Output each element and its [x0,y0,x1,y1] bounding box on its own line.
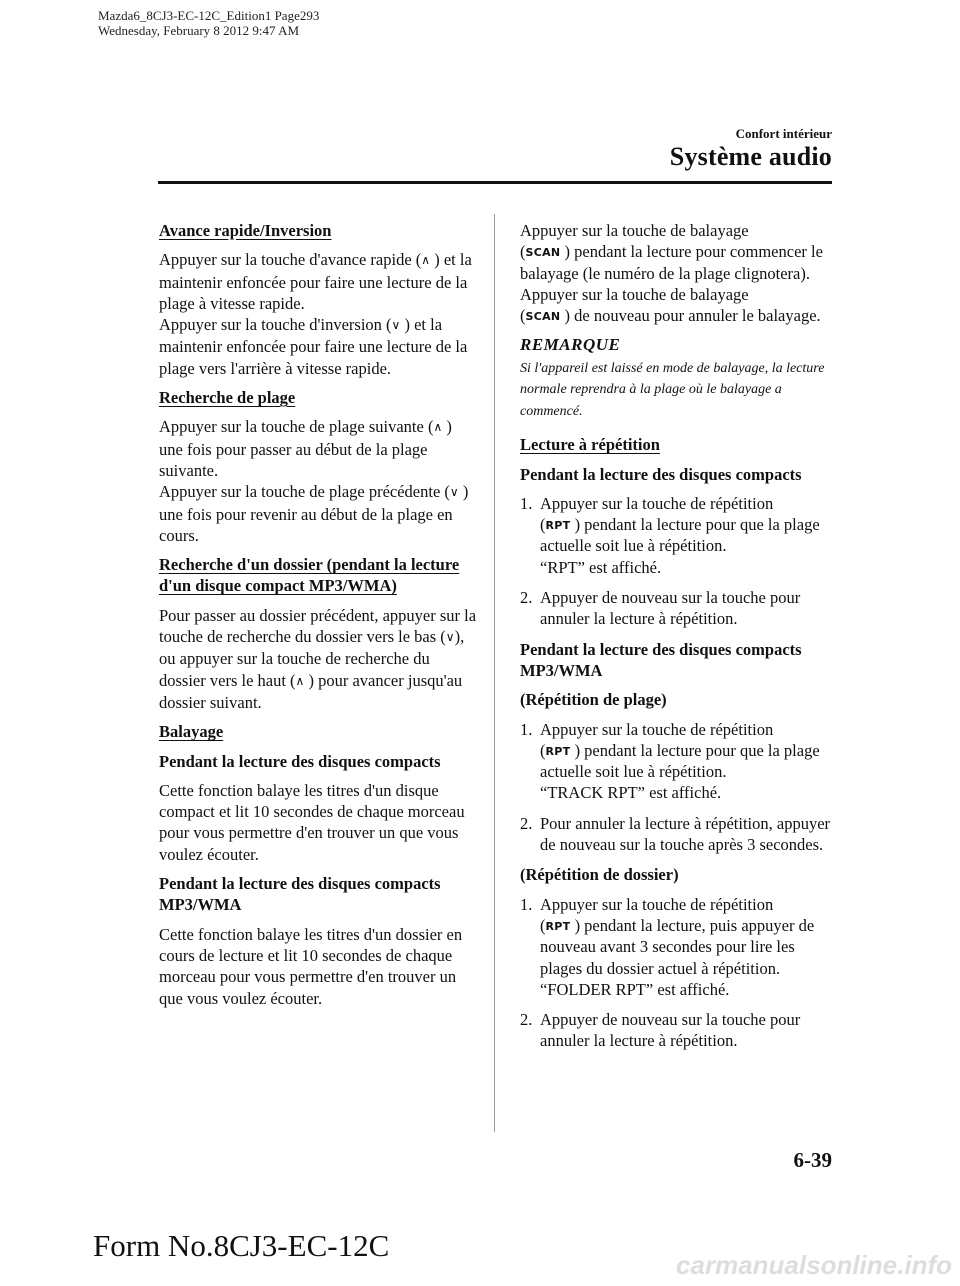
up-arrow-icon: ∧ [295,673,305,688]
text-segment: Appuyer sur la touche de balayage [520,284,749,304]
paragraph-scan-cd: Cette fonction balaye les titres d'un disque compact et lit 10 secondes de chaque morceau pour vous permettre d'en trouver un que vous voulez écouter. [159,780,465,864]
text-segment: Appuyer sur la touche de répétition [540,493,774,513]
paragraph-track-search: Appuyer sur la touche de plage suivante (∧ ) une fois pour passer au début de la plage suivante. Appuyer sur la touche de plage précédente (∨ ) une fois pour revenir au début de la plage en cours. [159,417,469,545]
down-arrow-icon: ∨ [449,485,459,500]
column-divider [494,214,495,1132]
text-segment: Appuyer sur la touche de répétition [540,894,774,914]
paragraph-fast-forward: Appuyer sur la touche d'avance rapide (∧ ) et la maintenir enfoncée pour faire une lecture de la plage à vitesse rapide. Appuyer sur la touche d'inversion (∨ ) et la maintenir enfoncée pour faire une lecture de la plage vers l'arrière à vitesse rapide. [159,250,472,378]
heading-folder-search: Recherche d'un dossier (pendant la lecture d'un disque compact MP3/WMA) [159,555,460,596]
text-segment: Appuyer sur la touche d'avance rapide [159,250,412,270]
text-segment: ) une fois pour revenir au début de la plage en cours. [159,482,469,545]
text-segment: ) pendant la lecture, puis appuyer de nouveau avant 3 secondes pour lire les plages du dossier actuel à répétition. [540,915,815,978]
watermark: carmanualsonline.info [676,1250,952,1280]
subheading-mp3-wma: Pendant la lecture des disques compacts MP3/WMA [159,874,441,915]
text-segment: ) une fois pour passer au début de la plage suivante. [159,417,452,480]
subheading-track-repeat: (Répétition de plage) [520,690,667,710]
section-label: Confort intérieur [735,126,832,141]
list-number: 1. [520,493,533,513]
list-item [520,1009,836,1052]
list-item: 1. Appuyer sur la touche de répétition (RPT ) pendant la lecture pour que la plage actuelle soit lue à répétition. “RPT” est affiché. [520,493,820,577]
list-number: 1. [520,719,533,739]
list-number: 2. [520,588,533,608]
list-number: 2. [520,1010,533,1030]
up-arrow-icon: ∧ [433,420,443,435]
list-item: 1. Appuyer sur la touche de répétition (RPT ) pendant la lecture pour que la plage actuelle soit lue à répétition. “TRACK RPT” est affiché. [520,719,820,803]
text-segment: ) et la maintenir enfoncée pour faire une lecture de la plage vers l'arrière à vitesse rapide. [159,315,468,378]
text-segment: “RPT” est affiché. [540,557,662,577]
page-title: Système audio [669,142,832,171]
right-column [520,220,836,1061]
rpt-key-icon: RPT [545,744,571,758]
print-file-line: Mazda6_8CJ3-EC-12C_Edition1 Page293 [98,8,320,23]
scan-key-icon: SCAN [525,246,561,260]
text-segment: ) pendant la lecture pour commencer le balayage (le numéro de la plage clignotera). [520,242,823,283]
text-segment: Appuyer sur la touche de répétition [540,719,774,739]
text-segment: Appuyer de nouveau sur la touche pour annuler la lecture à répétition. [540,1010,801,1051]
print-metadata [98,8,319,38]
rpt-key-icon: RPT [545,919,571,933]
heading-fast-forward: Avance rapide/Inversion [159,221,332,240]
subheading-cd: Pendant la lecture des disques compacts [520,464,802,484]
page-number: 6-39 [793,1148,832,1172]
rpt-key-icon: RPT [545,519,571,533]
text-segment: Appuyer sur la touche de balayage [520,221,749,240]
text-segment: Appuyer sur la touche de plage précédente ( [159,482,450,502]
list-item [520,587,836,630]
subheading-cd: Pendant la lecture des disques compacts [159,751,441,771]
text-segment: Appuyer de nouveau sur la touche pour annuler la lecture à répétition. [540,588,801,629]
header-rule [158,181,832,184]
paragraph-scan-usage: Appuyer sur la touche de balayage (SCAN ) pendant la lecture pour commencer le balayage (le numéro de la plage clignotera). Appuyer sur la touche de balayage (SCAN ) de nouveau pour annuler le balayage. [520,221,823,326]
note-text: Si l'appareil est laissé en mode de balayage, la lecture normale reprendra à la plage où le balayage a commencé. [520,360,825,419]
text-segment: ) et la maintenir enfoncée pour faire une lecture de la plage à vitesse rapide. [159,250,472,313]
subheading-mp3-wma: Pendant la lecture des disques compacts MP3/WMA [520,639,802,680]
list-number: 1. [520,894,533,914]
up-arrow-icon: ∧ [421,253,431,268]
down-arrow-icon: ∨ [445,630,455,645]
text-segment: “FOLDER RPT” est affiché. [540,979,730,999]
note-heading: REMARQUE [520,335,621,355]
scan-key-icon: SCAN [525,310,561,324]
paragraph-scan-mp3: Cette fonction balaye les titres d'un dossier en cours de lecture et lit 10 secondes de chaque morceau pour vous permettre d'en trouver un que vous voulez écouter. [159,924,463,1008]
text-segment: ) pour avancer jusqu'au dossier suivant. [159,670,463,712]
text-segment: ) de nouveau pour annuler le balayage. [564,306,821,326]
text-segment: ) pendant la lecture pour que la plage actuelle soit lue à répétition. [540,740,820,782]
print-date-line: Wednesday, February 8 2012 9:47 AM [98,23,300,38]
text-segment: ), ou appuyer sur la touche de recherche du dossier vers le haut ( [159,627,465,690]
text-segment: ) pendant la lecture pour que la plage actuelle soit lue à répétition. [540,515,820,556]
heading-scan: Balayage [159,722,224,742]
text-segment: Pour annuler la lecture à répétition, appuyer de nouveau sur la touche après 3 secondes. [540,813,831,855]
list-item: 1. Appuyer sur la touche de répétition (RPT ) pendant la lecture, puis appuyer de nouveau avant 3 secondes pour lire les plages du dossier actuel à répétition. “FOLDER RPT” est affiché. [520,894,815,999]
list-number: 2. [520,813,533,833]
text-segment: Appuyer sur la touche de plage suivante [159,417,424,437]
down-arrow-icon: ∨ [391,318,401,333]
subheading-folder-repeat: (Répétition de dossier) [520,865,679,885]
text-segment: “TRACK RPT” est affiché. [540,783,722,803]
heading-repeat: Lecture à répétition [520,435,660,455]
text-segment: Appuyer sur la touche d'inversion ( [159,315,392,335]
paragraph-folder-search [159,605,477,713]
form-number: Form No.8CJ3-EC-12C [93,1228,390,1263]
list-item [520,813,836,856]
left-column [159,220,477,1017]
heading-track-search: Recherche de plage [159,388,296,408]
text-segment: Pour passer au dossier précédent, appuyer sur la touche de recherche du dossier vers le bas ( [159,605,477,647]
